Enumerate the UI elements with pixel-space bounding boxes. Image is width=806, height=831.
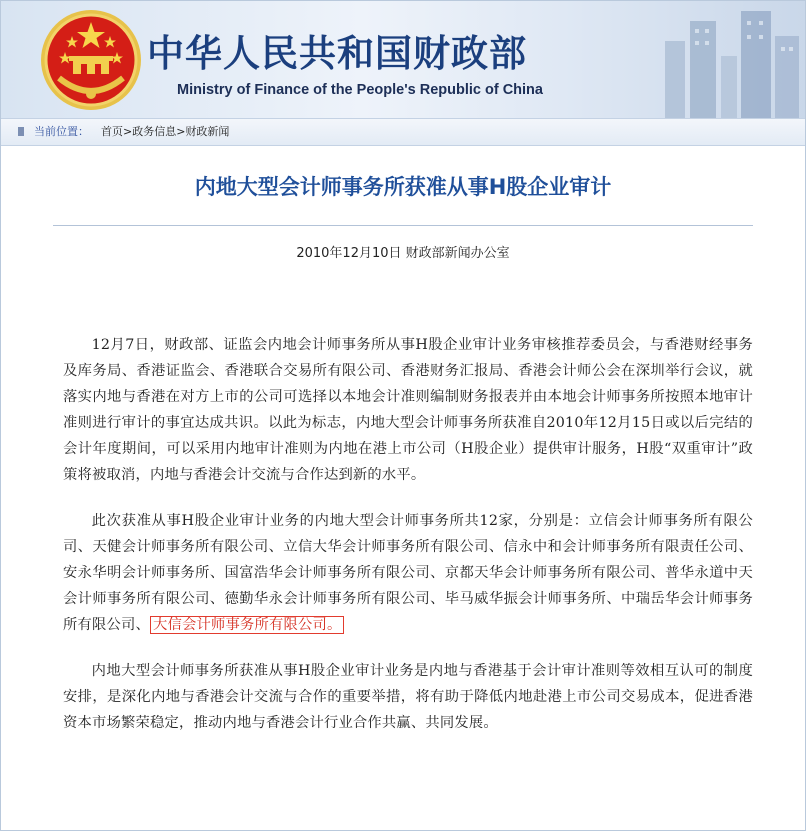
article-dateline: 2010年12月10日 财政部新闻办公室 (296, 246, 510, 261)
national-emblem-icon (39, 8, 143, 112)
cityscape-graphic (635, 1, 805, 118)
site-banner (1, 1, 805, 118)
breadcrumb-current-label: 当前位置： (34, 125, 89, 138)
breadcrumb-link-gov-info[interactable]: 政务信息 (132, 125, 177, 138)
ministry-en-title: Ministry of Finance of the People's Republic of China (177, 82, 543, 98)
highlighted-firm: 大信会计师事务所有限公司。 (150, 616, 344, 634)
article-paragraph: 12月7日，财政部、证监会内地会计师事务所从事H股企业审计业务审核推荐委员会，与香港财经事务及库务局、香港证监会、香港联合交易所有限公司、香港财务汇报局、香港会计师公会在深圳举行会议，就落实内地与香港在对方上市的公司可选择以本地会计准则编制财务报表并由本地会计师事务所按照本地审计准则进行审计的事宜达成共识。以此为标志，内地大型会计师事务所获准自2010年12月15日或以后完结的会计年度期间，可以采用内地审计准则为内地在港上市公司（H股企业）提供审计服务，H股“双重审计”政策将被取消，内地与香港会计交流与合作达到新的水平。 (63, 337, 753, 483)
breadcrumb-link-finance-news[interactable]: 财政新闻 (185, 125, 230, 138)
article-title: 内地大型会计师事务所获准从事H股企业审计 (194, 175, 612, 199)
title-divider (53, 225, 753, 226)
article-paragraph: 内地大型会计师事务所获准从事H股企业审计业务是内地与香港基于会计审计准则等效相互认可的制度安排，是深化内地与香港会计交流与合作的重要举措，将有助于降低内地赴港上市公司交易成本，促进香港资本市场繁荣稳定，推动内地与香港会计行业合作共赢、共同发展。 (63, 663, 753, 731)
breadcrumb-marker-icon (18, 127, 24, 136)
breadcrumb (1, 118, 805, 146)
article-paragraph (63, 508, 753, 638)
breadcrumb-link-home[interactable]: 首页 (101, 125, 123, 138)
paragraph-text: 此次获准从事H股企业审计业务的内地大型会计师事务所共12家，分别是：立信会计师事务所有限公司、天健会计师事务所有限公司、立信大华会计师事务所有限公司、信永中和会计师事务所有限责任公司、安永华明会计师事务所、国富浩华会计师事务所有限公司、京都天华会计师事务所有限公司、普华永道中天会计师事务所有限公司、德勤华永会计师事务所有限公司、毕马威华振会计师事务所、中瑞岳华会计师事务所有限公司、 (63, 513, 753, 633)
article-body (63, 332, 753, 756)
breadcrumb-separator: > (123, 125, 133, 138)
ministry-cn-title: 中华人民共和国财政部 (147, 32, 527, 75)
breadcrumb-path (101, 119, 229, 145)
breadcrumb-separator: > (176, 125, 186, 138)
